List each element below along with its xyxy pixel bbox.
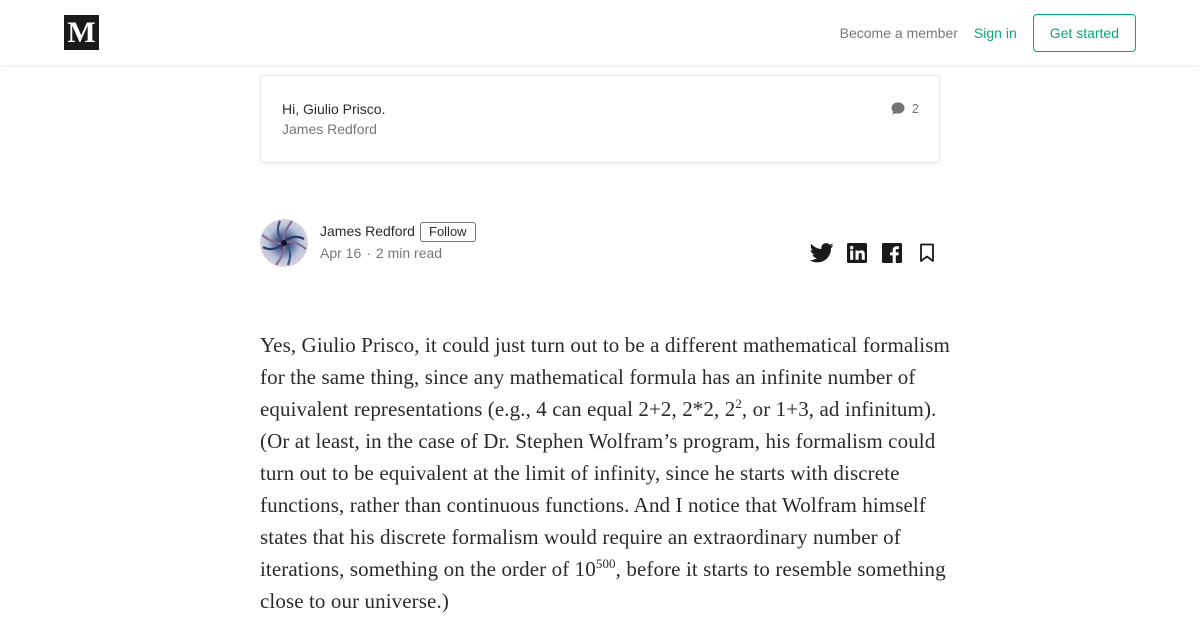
become-member-link[interactable]: Become a member [839,25,958,41]
linkedin-icon[interactable] [845,241,869,265]
follow-button[interactable]: Follow [420,222,476,242]
share-actions [810,241,939,265]
response-author: James Redford [282,121,377,137]
response-title: Hi, Giulio Prisco. [282,101,386,117]
body-text-part-3: , before it starts to resemble something close to our universe.) [260,557,946,613]
twitter-icon[interactable] [810,241,834,265]
superscript-exponent-2: 2 [735,396,742,411]
spiral-avatar-image [260,219,308,267]
superscript-exponent-500: 500 [595,556,616,571]
post-meta [320,245,442,261]
body-text-part-1: Yes, Giulio Prisco, it could just turn out to be a different mathematical formalism for the same thing, since any mathematical formula has an infinite number of equivalent representations (e.g., 4 can equal 2+2, 2*2, 2 [260,333,950,421]
response-count-value: 2 [911,101,919,116]
get-started-button[interactable]: Get started [1033,14,1136,52]
top-navigation [0,0,1200,65]
meta-separator: · [366,245,371,261]
avatar[interactable] [260,219,308,267]
body-text-part-2: , or 1+3, ad infinitum). (Or at least, in the case of Dr. Stephen Wolfram’s program, his formalism could turn out to be equivalent at the limit of infinity, since he starts with discrete functions, rather than continuous functions. And I notice that Wolfram himself states that his discrete formalism would require an extraordinary number of iterations, something on the order of 10 [260,397,937,581]
medium-logo[interactable]: M [64,15,99,50]
facebook-icon[interactable] [880,241,904,265]
in-response-to-card[interactable] [260,75,940,163]
sign-in-link[interactable]: Sign in [973,25,1017,41]
post-date: Apr 16 [320,245,362,261]
article-body [260,329,950,617]
author-name[interactable]: James Redford [320,223,415,239]
bookmark-icon[interactable] [915,241,939,265]
read-time: 2 min read [375,245,443,261]
response-count[interactable] [891,101,919,116]
speech-bubble-icon [891,102,905,115]
header-actions [840,14,1136,52]
